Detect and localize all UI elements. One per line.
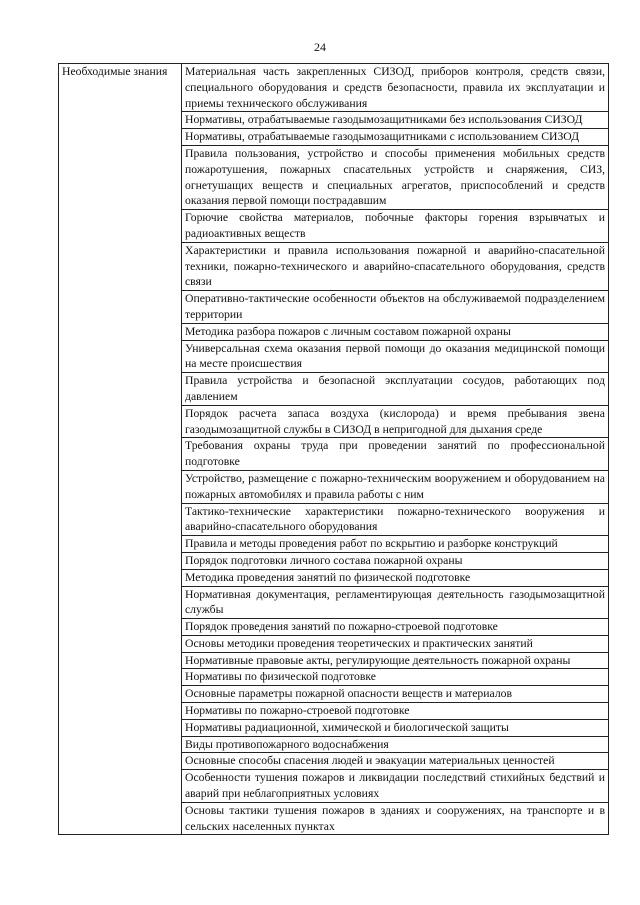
knowledge-item: Характеристики и правила использования пожарной и аварийно-спасательной техники, пожарно-технического и аварийно-спасательного оборудования, средств связи: [182, 242, 609, 290]
knowledge-item: Методика разбора пожаров с личным составом пожарной охраны: [182, 323, 609, 340]
knowledge-table: [58, 63, 609, 835]
table-row: [59, 64, 609, 112]
knowledge-item: Нормативная документация, регламентирующая деятельность газодымозащитной службы: [182, 586, 609, 619]
knowledge-item: Правила пользования, устройство и способы применения мобильных средств пожаротушения, пожарных спасательных устройств и снаряжения, СИЗ, огнетушащих веществ и специальных агрегатов, приспособлений и средств оказания первой помощи пострадавшим: [182, 145, 609, 209]
knowledge-item: Тактико-технические характеристики пожарно-технического вооружения и аварийно-спасательного оборудования: [182, 503, 609, 536]
knowledge-item: Порядок подготовки личного состава пожарной охраны: [182, 552, 609, 569]
knowledge-item: Нормативы, отрабатываемые газодымозащитниками с использованием СИЗОД: [182, 129, 609, 146]
knowledge-item: Устройство, размещение с пожарно-техническим вооружением и оборудованием на пожарных автомобилях и правила работы с ним: [182, 470, 609, 503]
knowledge-item: Особенности тушения пожаров и ликвидации последствий стихийных бедствий и аварий при неблагоприятных условиях: [182, 770, 609, 803]
knowledge-table-body: [59, 64, 609, 835]
knowledge-item: Основы методики проведения теоретических и практических занятий: [182, 635, 609, 652]
knowledge-item: Нормативы по пожарно-строевой подготовке: [182, 703, 609, 720]
knowledge-item: Порядок расчета запаса воздуха (кислорода) и время пребывания звена газодымозащитной службы в СИЗОД в непригодной для дыхания среде: [182, 405, 609, 438]
section-label: Необходимые знания: [59, 64, 182, 835]
knowledge-item: Методика проведения занятий по физической подготовке: [182, 569, 609, 586]
knowledge-item: Основные параметры пожарной опасности веществ и материалов: [182, 686, 609, 703]
knowledge-item: Материальная часть закрепленных СИЗОД, приборов контроля, средств связи, специального оборудования и средств безопасности, правила их эксплуатации и приемы технического обслуживания: [182, 64, 609, 112]
knowledge-item: Нормативы радиационной, химической и биологической защиты: [182, 719, 609, 736]
knowledge-item: Основные способы спасения людей и эвакуации материальных ценностей: [182, 753, 609, 770]
knowledge-item: Нормативные правовые акты, регулирующие деятельность пожарной охраны: [182, 652, 609, 669]
knowledge-item: Универсальная схема оказания первой помощи до оказания медицинской помощи на месте происшествия: [182, 340, 609, 373]
knowledge-item: Виды противопожарного водоснабжения: [182, 736, 609, 753]
knowledge-item: Требования охраны труда при проведении занятий по профессиональной подготовке: [182, 438, 609, 471]
knowledge-item: Порядок проведения занятий по пожарно-строевой подготовке: [182, 619, 609, 636]
knowledge-item: Нормативы, отрабатываемые газодымозащитниками без использования СИЗОД: [182, 112, 609, 129]
knowledge-item: Основы тактики тушения пожаров в зданиях и сооружениях, на транспорте и в сельских населенных пунктах: [182, 802, 609, 835]
knowledge-item: Правила устройства и безопасной эксплуатации сосудов, работающих под давлением: [182, 373, 609, 406]
knowledge-item: Оперативно-тактические особенности объектов на обслуживаемой подразделением территории: [182, 291, 609, 324]
knowledge-item: Правила и методы проведения работ по вскрытию и разборке конструкций: [182, 536, 609, 553]
knowledge-item: Нормативы по физической подготовке: [182, 669, 609, 686]
page-number: 24: [314, 40, 326, 54]
knowledge-item: Горючие свойства материалов, побочные факторы горения взрывчатых и радиоактивных веществ: [182, 210, 609, 243]
